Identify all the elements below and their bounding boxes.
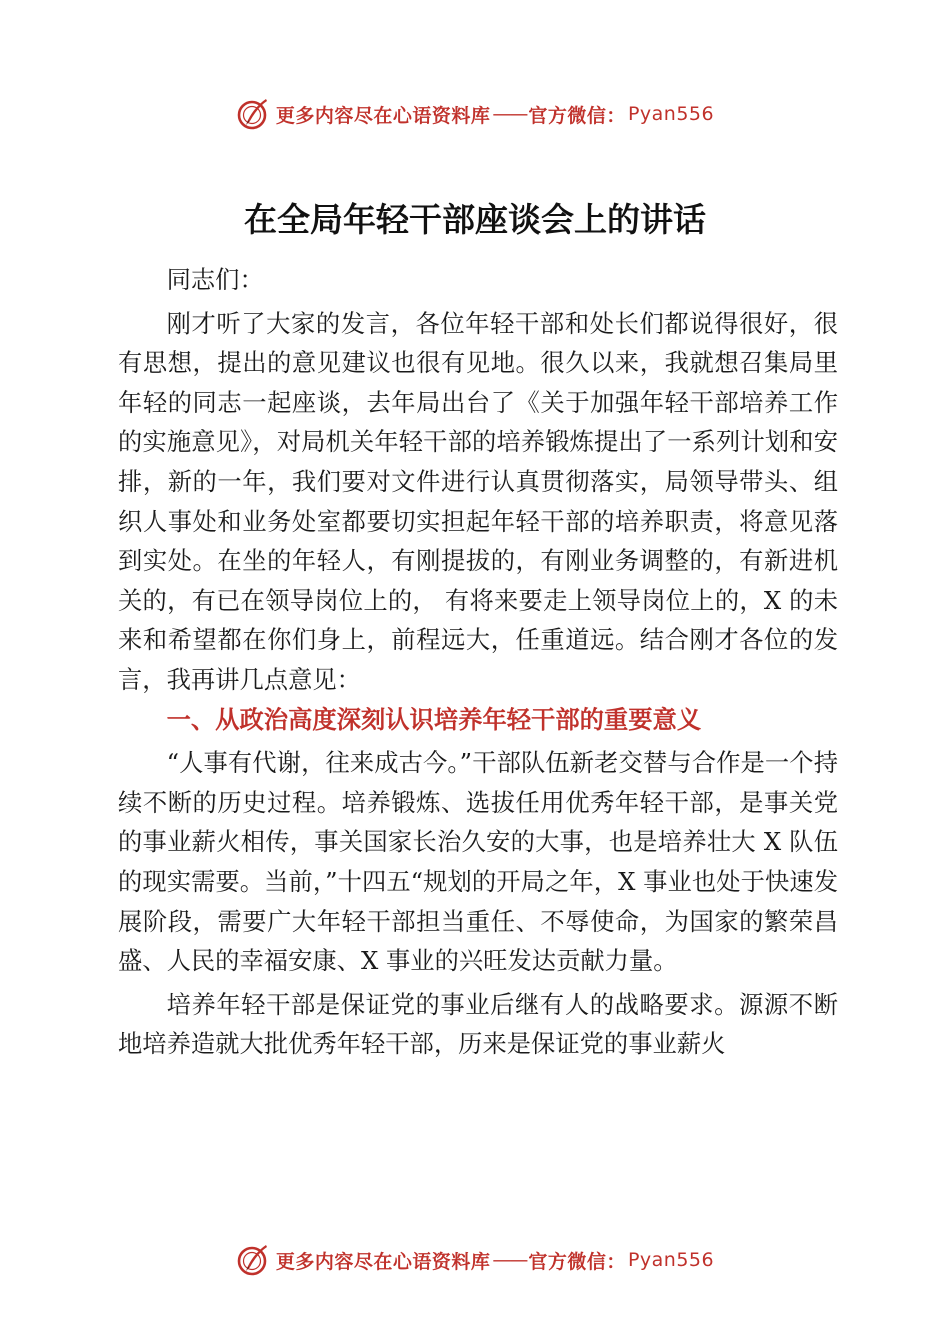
paragraph-1: “人事有代谢，往来成古今。”干部队伍新老交替与合作是一个持续不断的历史过程。培养锻炼、选拔任用优秀年轻干部，是事关党的事业薪火相传，事关国家长治久安的大事，也是培养壮大 X 队伍的现实需要。当前，”十四五“规划的开局之年，X 事业也处于快速发展阶段，需要广大年轻干部担当重任、不辱使命，为国家的繁荣昌盛、人民的幸福安康、X 事业的兴旺发达贡献力量。 xyxy=(118,748,838,976)
banner-separator: —— xyxy=(492,1249,527,1271)
header-banner xyxy=(0,94,950,134)
quill-pen-logo-icon xyxy=(236,97,270,131)
quill-pen-logo-icon xyxy=(236,1243,270,1277)
banner-wechat-label: 官方微信： xyxy=(528,104,626,127)
section-heading: 一、从政治高度深刻认识培养年轻干部的重要意义 xyxy=(166,704,702,734)
banner-brand-text: 更多内容尽在心语资料库 xyxy=(275,1250,491,1273)
banner-brand-text: 更多内容尽在心语资料库 xyxy=(275,104,491,127)
banner-separator: —— xyxy=(492,103,527,125)
banner-wechat-id: Pyan556 xyxy=(627,1249,715,1271)
paragraph-intro: 刚才听了大家的发言，各位年轻干部和处长们都说得很好，很有思想，提出的意见建议也很有见地。很久以来，我就想召集局里年轻的同志一起座谈，去年局出台了《关于加强年轻干部培养工作的实施意见》，对局机关年轻干部的培养锻炼提出了一系列计划和安排，新的一年，我们要对文件进行认真贯彻落实，局领导带头、组织人事处和业务处室都要切实担起年轻干部的培养职责，将意见落到实处。在坐的年轻人，有刚提拔的，有刚业务调整的，有新进机关的，有已在领导岗位上的， 有将来要走上领导岗位上的，X 的未来和希望都在你们身上，前程远大，任重道远。结合刚才各位的发言，我再讲几点意见： xyxy=(118,308,838,694)
page-title: 在全局年轻干部座谈会上的讲话 xyxy=(244,200,706,239)
footer-banner xyxy=(0,1240,950,1280)
document-body xyxy=(118,260,838,1064)
banner-wechat-label: 官方微信： xyxy=(528,1250,626,1273)
paragraph-2: 培养年轻干部是保证党的事业后继有人的战略要求。源源不断地培养造就大批优秀年轻干部，历来是保证党的事业薪火 xyxy=(118,989,838,1059)
banner-wechat-id: Pyan556 xyxy=(627,103,715,125)
salutation: 同志们： xyxy=(166,265,264,294)
